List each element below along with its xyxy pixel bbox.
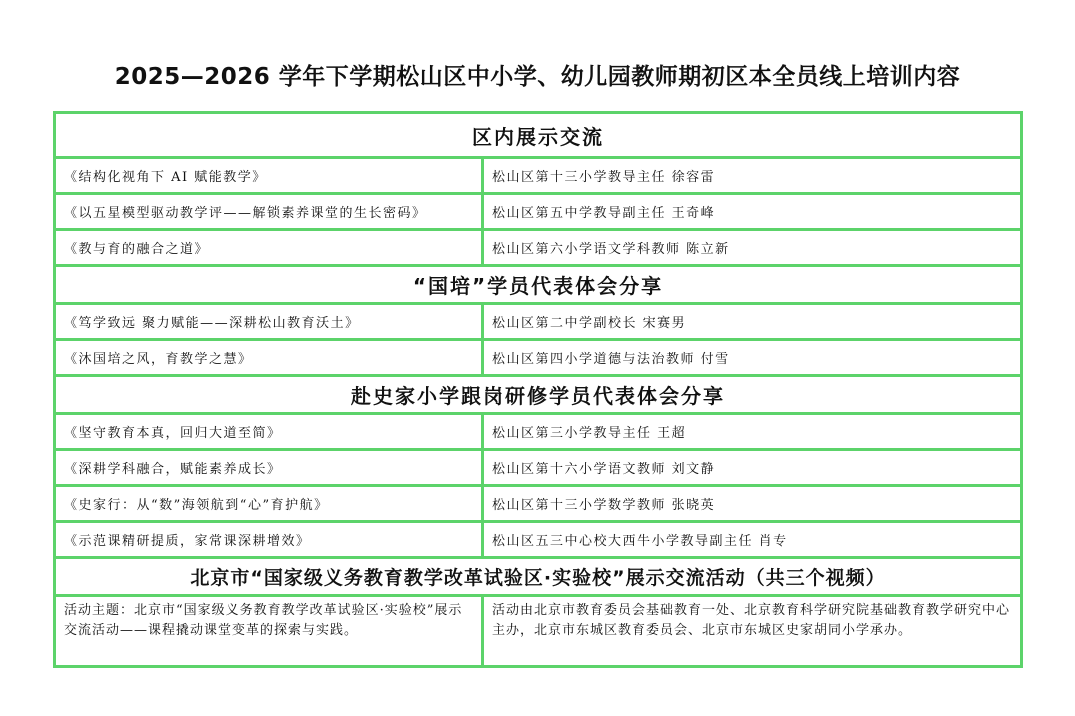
activity-organizer-cell: 活动由北京市教育委员会基础教育一处、北京教育科学研究院基础教育教学研究中心主办，北京市东城区教育委员会、北京市东城区史家胡同小学承办。 (492, 603, 1011, 638)
presenter-cell: 松山区五三中心校大西牛小学教导副主任 肖专 (492, 534, 788, 549)
table-row (56, 487, 1020, 523)
activity-theme-cell: 活动主题：北京市“国家级义务教育教学改革试验区·实验校”展示交流活动——课程撬动课堂变革的探索与实践。 (56, 597, 484, 665)
topic-cell: 《以五星模型驱动教学评——解锁素养课堂的生长密码》 (56, 195, 484, 228)
presenter-cell: 松山区第十三小学教导主任 徐容雷 (492, 170, 716, 185)
table-row (56, 231, 1020, 267)
table-row (56, 305, 1020, 341)
table-row (56, 451, 1020, 487)
topic-cell: 《深耕学科融合，赋能素养成长》 (56, 451, 484, 484)
topic-cell: 《沐国培之风，育教学之慧》 (56, 341, 484, 374)
topic-cell: 《坚守教育本真，回归大道至简》 (56, 415, 484, 448)
topic-cell: 《结构化视角下 AI 赋能教学》 (56, 159, 484, 192)
table-row (56, 195, 1020, 231)
presenter-cell: 松山区第六小学语文学科教师 陈立新 (492, 242, 730, 257)
topic-cell: 《示范课精研提质，家常课深耕增效》 (56, 523, 484, 556)
section-heading: 区内展示交流 (56, 114, 1020, 159)
table-row (56, 415, 1020, 451)
presenter-cell: 松山区第四小学道德与法治教师 付雪 (492, 352, 730, 367)
table-row (56, 159, 1020, 195)
presenter-cell: 松山区第十六小学语文教师 刘文静 (492, 462, 716, 477)
topic-cell: 《史家行：从“数”海领航到“心”育护航》 (56, 487, 484, 520)
presenter-cell: 松山区第三小学教导主任 王超 (492, 426, 687, 441)
section-heading: “国培”学员代表体会分享 (56, 267, 1020, 305)
topic-cell: 《笃学致远 聚力赋能——深耕松山教育沃土》 (56, 305, 484, 338)
topic-cell: 《教与育的融合之道》 (56, 231, 484, 264)
table-row (56, 341, 1020, 377)
presenter-cell: 松山区第五中学教导副主任 王奇峰 (492, 206, 716, 221)
table-row (56, 597, 1020, 665)
presenter-cell: 松山区第二中学副校长 宋赛男 (492, 316, 687, 331)
document-title: 2025—2026 学年下学期松山区中小学、幼儿园教师期初区本全员线上培训内容 (114, 64, 961, 90)
section-heading: 赴史家小学跟岗研修学员代表体会分享 (56, 377, 1020, 415)
table-row (56, 523, 1020, 559)
training-schedule-table (53, 111, 1023, 668)
section-heading: 北京市“国家级义务教育教学改革试验区·实验校”展示交流活动（共三个视频） (56, 559, 1020, 597)
presenter-cell: 松山区第十三小学数学教师 张晓英 (492, 498, 716, 513)
